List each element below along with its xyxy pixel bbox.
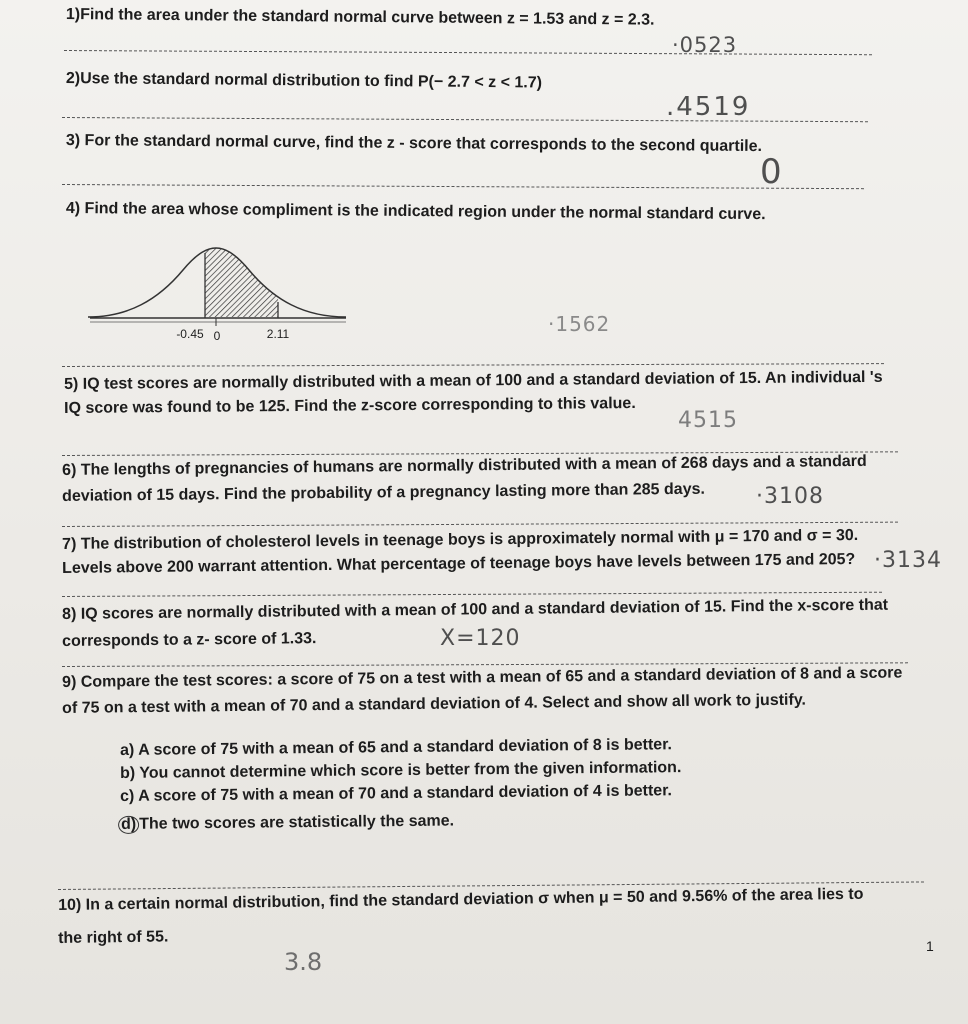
option-a: a) A score of 75 with a mean of 65 and a standard deviation of 8 is better. xyxy=(120,736,673,759)
question-6-line-2: deviation of 15 days. Find the probability of a pregnancy lasting more than 285 days. xyxy=(62,480,705,505)
tick-label-zero: 0 xyxy=(213,329,221,343)
page-number: 1 xyxy=(926,938,934,954)
answer-8: X=120 xyxy=(440,626,521,651)
question-6-line-1: 6) The lengths of pregnancies of humans are normally distributed with a mean of 268 days and a standard xyxy=(62,452,867,479)
question-9-line-1: 9) Compare the test scores: a score of 75 on a test with a mean of 65 and a standard deviation of 8 and a score xyxy=(62,664,903,691)
answer-line-4 xyxy=(62,363,884,367)
answer-10: 3.8 xyxy=(284,948,323,976)
tick-label-left: -0.45 xyxy=(176,327,204,341)
answer-7: ·3134 xyxy=(874,548,942,573)
option-d-text: The two scores are statistically the same. xyxy=(139,812,455,833)
answer-line-1 xyxy=(64,50,872,55)
question-10-line-2: the right of 55. xyxy=(58,928,169,947)
question-7-line-2: Levels above 200 warrant attention. What percentage of teenage boys have levels between 175 and 205? xyxy=(62,551,856,577)
question-10-line-1: 10) In a certain normal distribution, find the standard deviation σ when μ = 50 and 9.56% of the area lies to xyxy=(58,885,864,914)
question-4: 4) Find the area whose compliment is the indicated region under the normal standard curve. xyxy=(65,199,766,224)
question-3: 3) For the standard normal curve, find the z - score that corresponds to the second quartile. xyxy=(65,131,763,156)
question-8-line-1: 8) IQ scores are normally distributed with a mean of 100 and a standard deviation of 15. Find the x-score that xyxy=(62,596,889,623)
question-8-line-2: corresponds to a z- score of 1.33. xyxy=(62,630,317,650)
question-2: 2)Use the standard normal distribution to find P(− 2.7 < z < 1.7) xyxy=(65,69,543,92)
question-1: 1)Find the area under the standard normal curve between z = 1.53 and z = 2.3. xyxy=(65,5,655,29)
answer-1: ·0523 xyxy=(672,33,738,57)
question-5-line-2: IQ score was found to be 125. Find the z-score corresponding to this value. xyxy=(64,395,636,417)
shaded-region xyxy=(205,240,278,318)
option-b: b) You cannot determine which score is better from the given information. xyxy=(120,759,682,782)
option-d xyxy=(118,810,454,836)
answer-3: 0 xyxy=(760,152,782,192)
option-c: c) A score of 75 with a mean of 70 and a standard deviation of 4 is better. xyxy=(120,782,673,805)
question-7-line-1: 7) The distribution of cholesterol levels in teenage boys is approximately normal with μ = 170 and σ = 30. xyxy=(62,526,859,553)
answer-line-3 xyxy=(62,184,864,189)
answer-2: .4519 xyxy=(666,92,751,122)
tick-label-right: 2.11 xyxy=(266,327,290,341)
option-d-circled-letter: d) xyxy=(118,816,139,834)
normal-curve-graph xyxy=(88,240,358,350)
answer-4: ·1562 xyxy=(548,312,611,336)
answer-6: ·3108 xyxy=(756,484,824,509)
question-9-line-2: of 75 on a test with a mean of 70 and a standard deviation of 4. Select and show all work to justify. xyxy=(62,691,807,717)
answer-5: 4515 xyxy=(678,408,738,433)
question-5-line-1: 5) IQ test scores are normally distributed with a mean of 100 and a standard deviation of 15. An individual 's xyxy=(64,368,883,393)
